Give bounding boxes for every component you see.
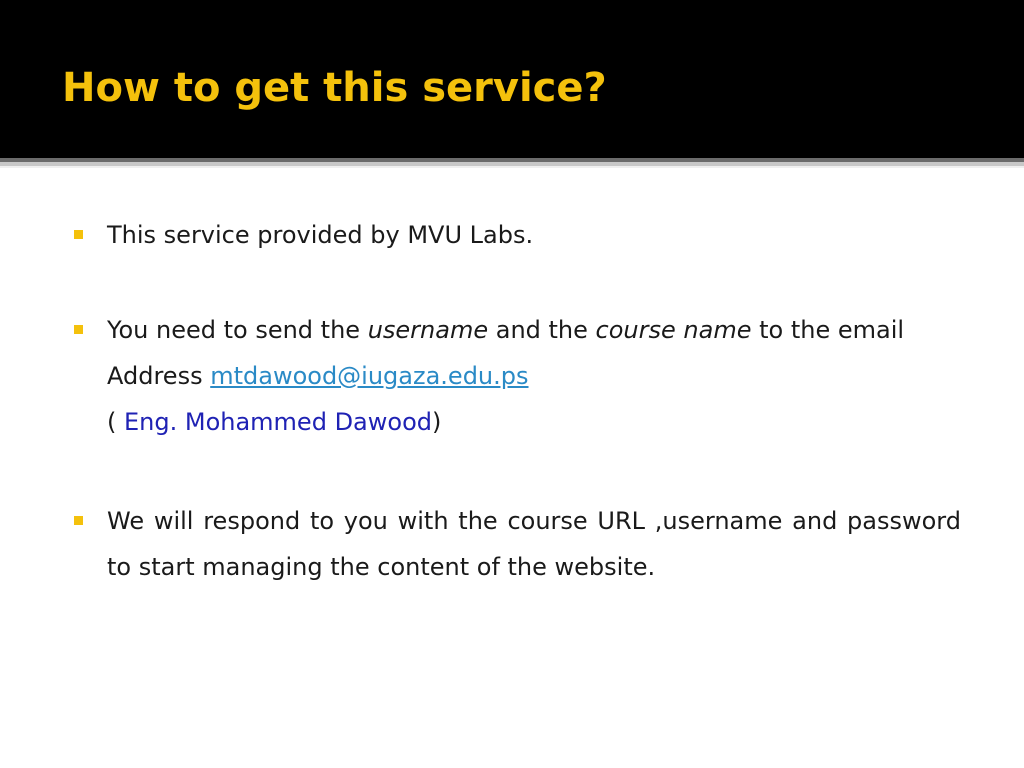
bullet-text-2 xyxy=(107,307,961,445)
contact-name: Eng. Mohammed Dawood xyxy=(124,408,432,436)
bullet-square-icon xyxy=(74,516,83,525)
bullet-square-icon xyxy=(74,230,83,239)
bullet-square-icon xyxy=(74,325,83,334)
slide-title: How to get this service? xyxy=(62,65,607,111)
bullet-2-text-part2: and the xyxy=(488,316,596,344)
bullet-2-course-name-emphasis: course name xyxy=(595,316,752,344)
bullet-2-text-part3: to the email Address xyxy=(107,316,905,390)
bullet-2-text-part1: You need to send the xyxy=(107,316,368,344)
title-divider-highlight xyxy=(0,166,1024,168)
bullet-text-1: This service provided by MVU Labs. xyxy=(107,221,534,249)
title-bar xyxy=(0,0,1024,158)
bullet-2-username-emphasis: username xyxy=(367,316,489,344)
bullet-text-3: We will respond to you with the course URL ,username and password to start managing the content of the website. xyxy=(107,507,961,581)
email-link[interactable]: mtdawood@iugaza.edu.ps xyxy=(210,362,529,390)
open-paren: ( xyxy=(107,408,124,436)
close-paren: ) xyxy=(431,408,442,436)
